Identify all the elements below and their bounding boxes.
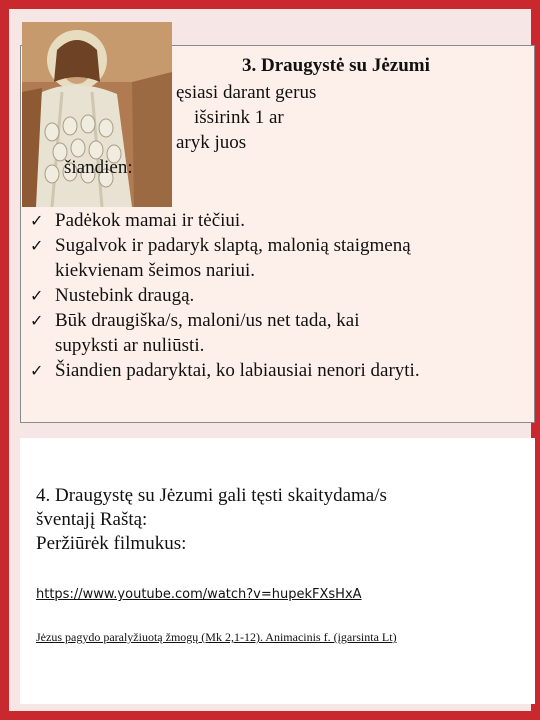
checkmark-icon: ✓	[30, 211, 44, 230]
section-4-line: Peržiūrėk filmukus:	[36, 533, 187, 554]
frame-bottom	[0, 711, 540, 720]
section-4-line: šventajį Raštą:	[36, 509, 148, 530]
task-text: Padėkok mamai ir tėčiui.	[55, 210, 245, 231]
section-3-title: 3. Draugystė su Jėzumi	[242, 55, 430, 76]
intro-line: aryk juos	[176, 132, 247, 153]
task-text: Šiandien padaryktai, ko labiausiai nenori daryti.	[55, 360, 420, 381]
task-text: Sugalvok ir padaryk slaptą, malonią staigmeną	[55, 235, 411, 256]
section-4-text	[36, 484, 516, 556]
frame-left	[0, 0, 9, 720]
intro-line: ęsiasi darant gerus	[176, 82, 317, 103]
task-checklist	[30, 208, 530, 383]
checkmark-icon: ✓	[30, 286, 44, 305]
checkmark-icon: ✓	[30, 361, 44, 380]
intro-line: šiandien:	[64, 157, 133, 178]
checkmark-icon: ✓	[30, 236, 44, 255]
task-item	[30, 208, 530, 233]
task-text: kiekvienam šeimos nariui.	[55, 260, 255, 281]
video-link[interactable]: Jėzus pagydo paralyžiuotą žmogų (Mk 2,1-12). Animacinis f. (įgarsinta Lt)	[36, 630, 397, 644]
task-text: Būk draugiška/s, maloni/us net tada, kai	[55, 310, 360, 331]
intro-line: išsirink 1 ar	[194, 107, 284, 128]
checkmark-icon: ✓	[30, 311, 44, 330]
section-4-line: 4. Draugystę su Jėzumi gali tęsti skaitydama/s	[36, 485, 387, 506]
section-3-intro	[64, 80, 364, 180]
section-4-panel	[20, 438, 535, 704]
youtube-link[interactable]: https://www.youtube.com/watch?v=hupekFXsHxA	[36, 587, 362, 602]
task-text: Nustebink draugą.	[55, 285, 195, 306]
task-item	[30, 358, 530, 383]
frame-top	[0, 0, 540, 9]
task-item	[30, 283, 530, 308]
task-item	[30, 233, 530, 283]
task-text: supyksti ar nuliūsti.	[55, 335, 205, 356]
task-item	[30, 308, 530, 358]
